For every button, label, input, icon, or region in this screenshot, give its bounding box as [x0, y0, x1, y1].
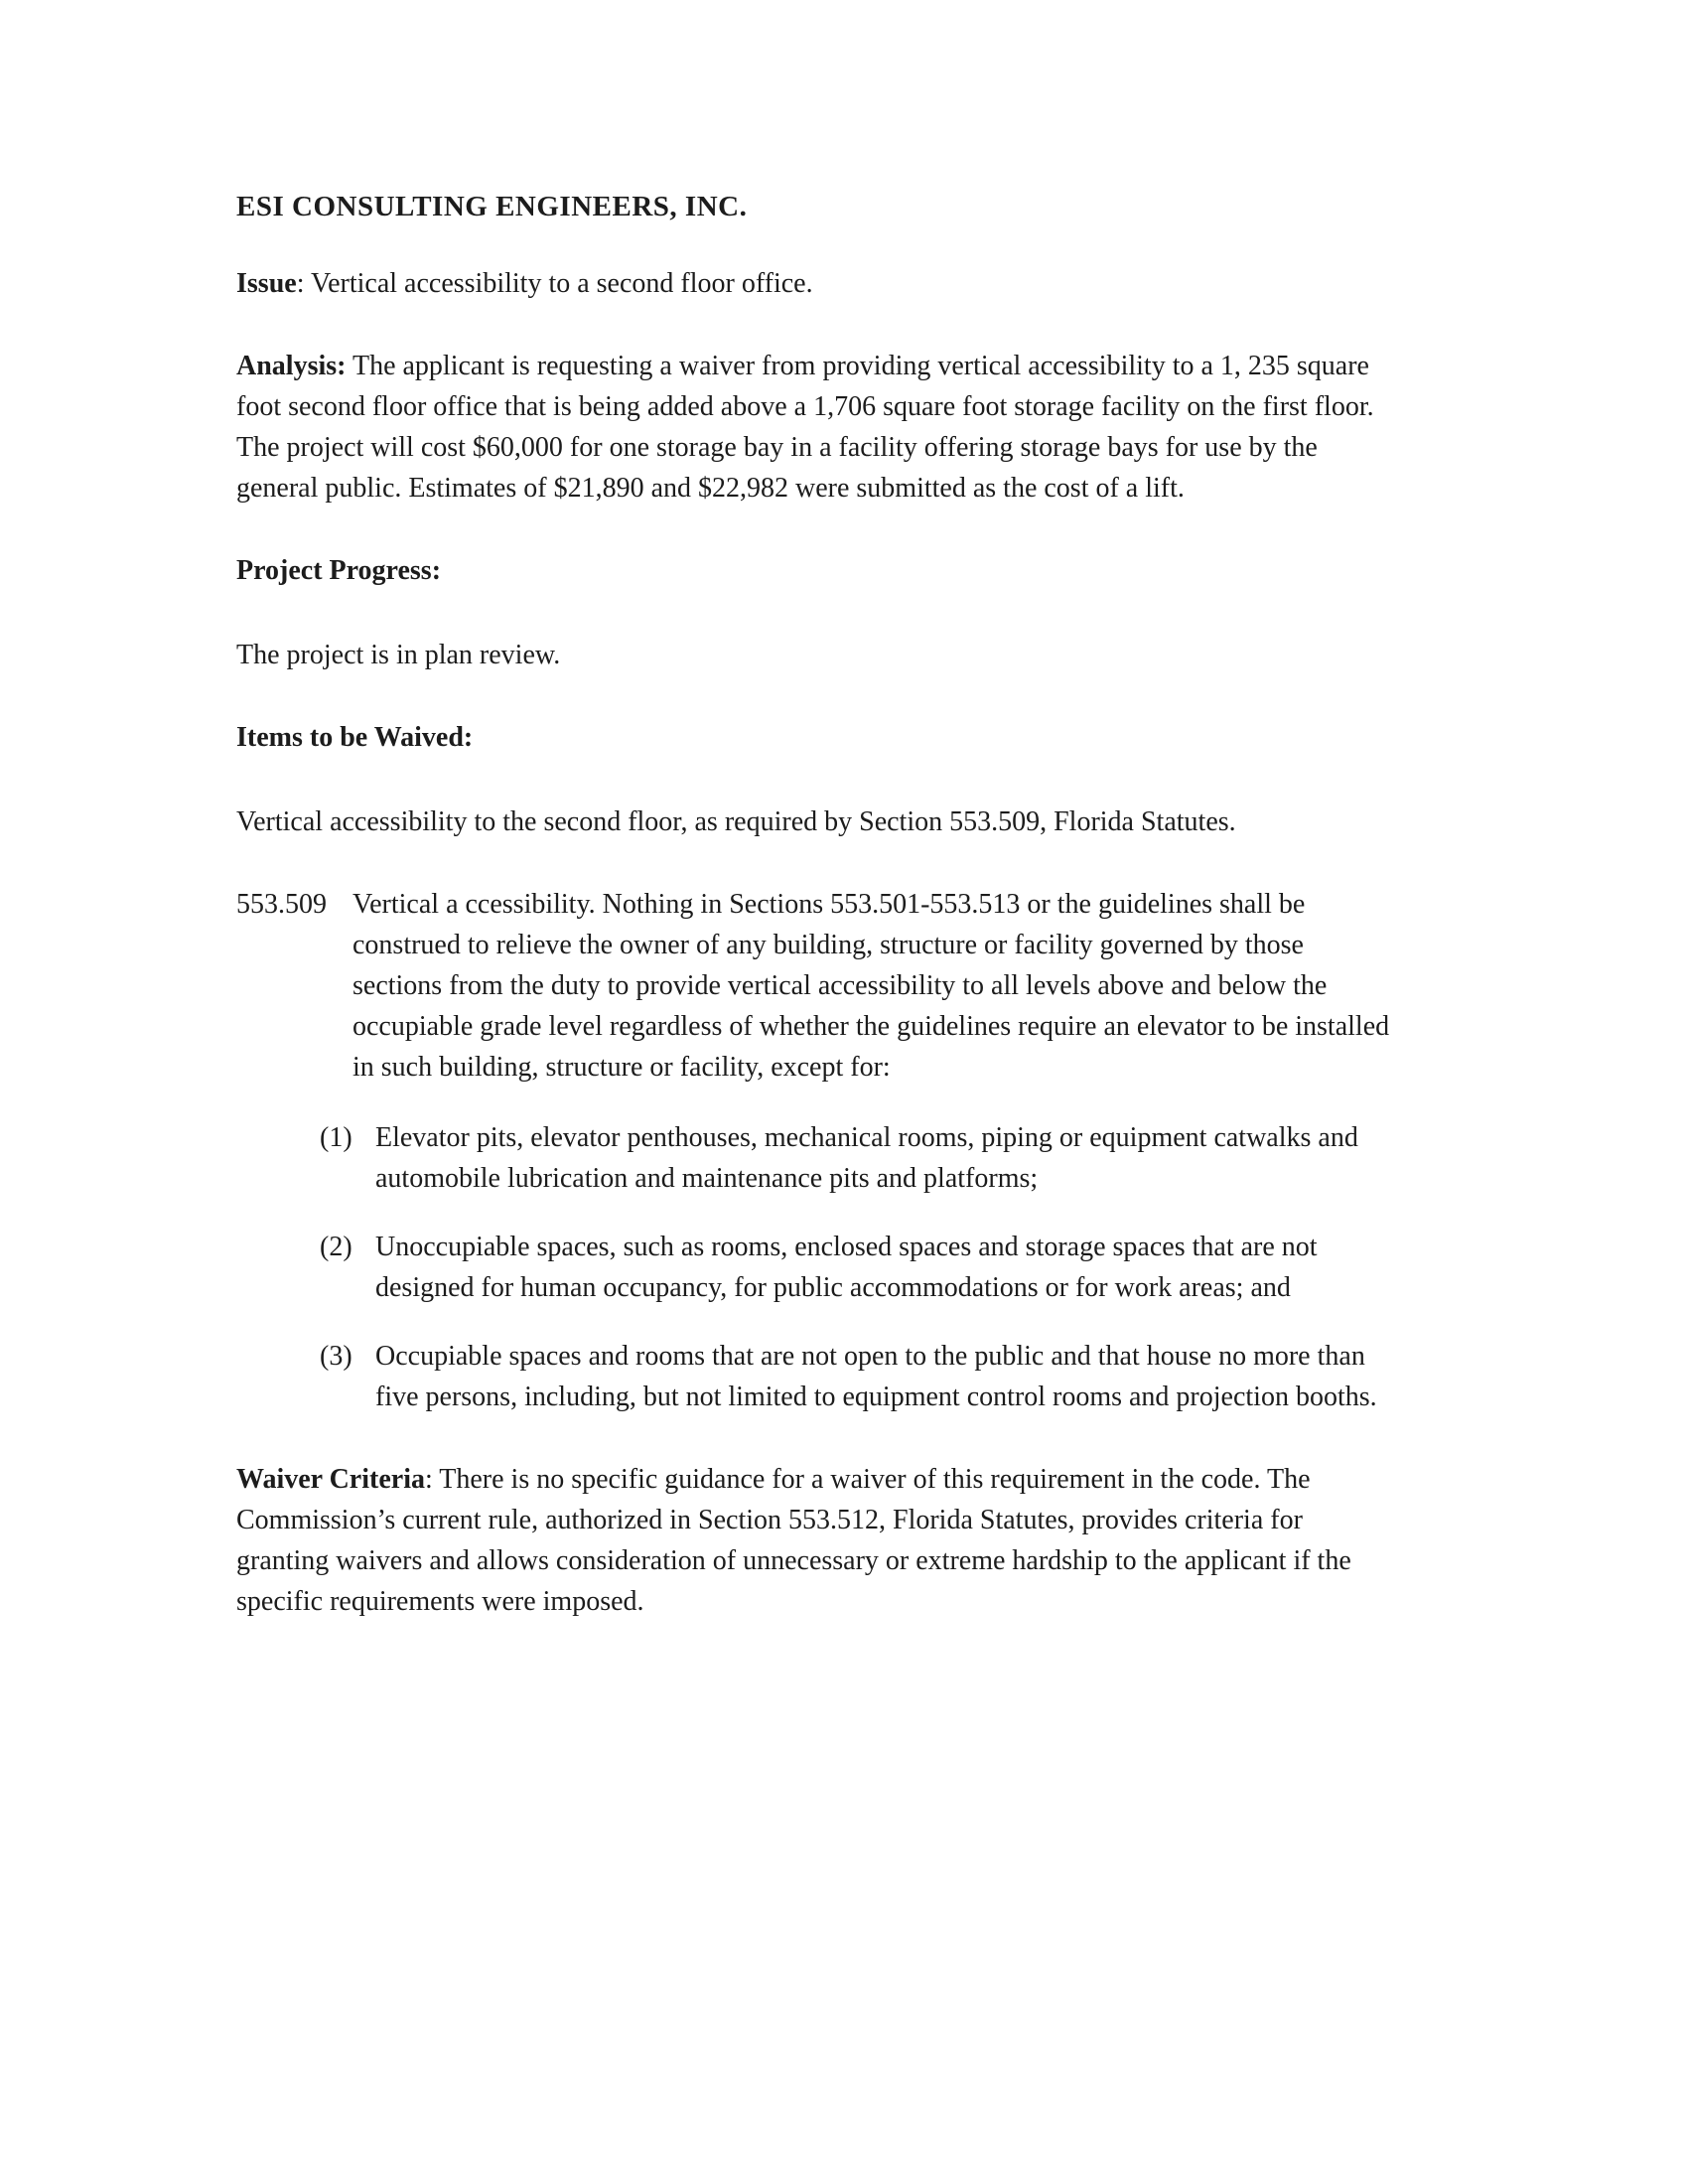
exception-item-number: (2)	[320, 1232, 352, 1262]
document-content	[236, 187, 1393, 1622]
exception-item	[320, 1117, 1393, 1199]
exception-item-text: Occupiable spaces and rooms that are not open to the public and that house no more than five persons, including, but not limited to equipment control rooms and projection booths.	[375, 1341, 1377, 1412]
issue-text: : Vertical accessibility to a second floor office.	[296, 268, 813, 299]
analysis-text: The applicant is requesting a waiver from providing vertical accessibility to a 1, 235 square foot second floor office that is being added above a 1,706 square foot storage facility on the first floor. The project will cost $60,000 for one storage bay in a facility offering storage bays for use by the general public. Estimates of $21,890 and $22,982 were submitted as the cost of a lift.	[236, 351, 1374, 504]
exception-item	[320, 1227, 1393, 1308]
items-to-be-waived-text: Vertical accessibility to the second floor, as required by Section 553.509, Florida Statutes.	[236, 806, 1236, 837]
waiver-criteria-paragraph	[236, 1459, 1393, 1622]
project-progress-heading: Project Progress:	[236, 555, 442, 586]
exception-list	[236, 1117, 1393, 1417]
items-to-be-waived-heading: Items to be Waived:	[236, 722, 474, 753]
statute-text: Vertical a ccessibility. Nothing in Sections 553.501-553.513 or the guidelines shall be construed to relieve the owner of any building, structure or facility governed by those sections from the duty to provide vertical accessibility to all levels above and below the occupiable grade level regardless of whether the guidelines require an elevator to be installed in such building, structure or facility, except for:	[352, 889, 1390, 1083]
company-header: ESI CONSULTING ENGINEERS, INC.	[236, 191, 748, 222]
issue-paragraph	[236, 263, 1393, 304]
exception-item-text: Elevator pits, elevator penthouses, mechanical rooms, piping or equipment catwalks and automobile lubrication and maintenance pits and platforms;	[375, 1122, 1358, 1194]
exception-item-number: (3)	[320, 1341, 352, 1372]
waiver-criteria-label: Waiver Criteria	[236, 1464, 425, 1495]
exception-item-number: (1)	[320, 1122, 352, 1153]
exception-item-text: Unoccupiable spaces, such as rooms, enclosed spaces and storage spaces that are not designed for human occupancy, for public accommodations or for work areas; and	[375, 1232, 1318, 1303]
issue-label: Issue	[236, 268, 297, 299]
statute-paragraph	[236, 884, 1393, 1088]
statute-number: 553.509	[236, 889, 327, 920]
analysis-label: Analysis:	[236, 351, 347, 381]
waiver-criteria-text: : There is no specific guidance for a waiver of this requirement in the code. The Commission’s current rule, authorized in Section 553.512, Florida Statutes, provides criteria for granting waivers and allows consideration of unnecessary or extreme hardship to the applicant if the specific requirements were imposed.	[236, 1464, 1351, 1617]
analysis-paragraph	[236, 346, 1393, 509]
project-progress-text: The project is in plan review.	[236, 640, 561, 670]
exception-item	[320, 1336, 1393, 1417]
